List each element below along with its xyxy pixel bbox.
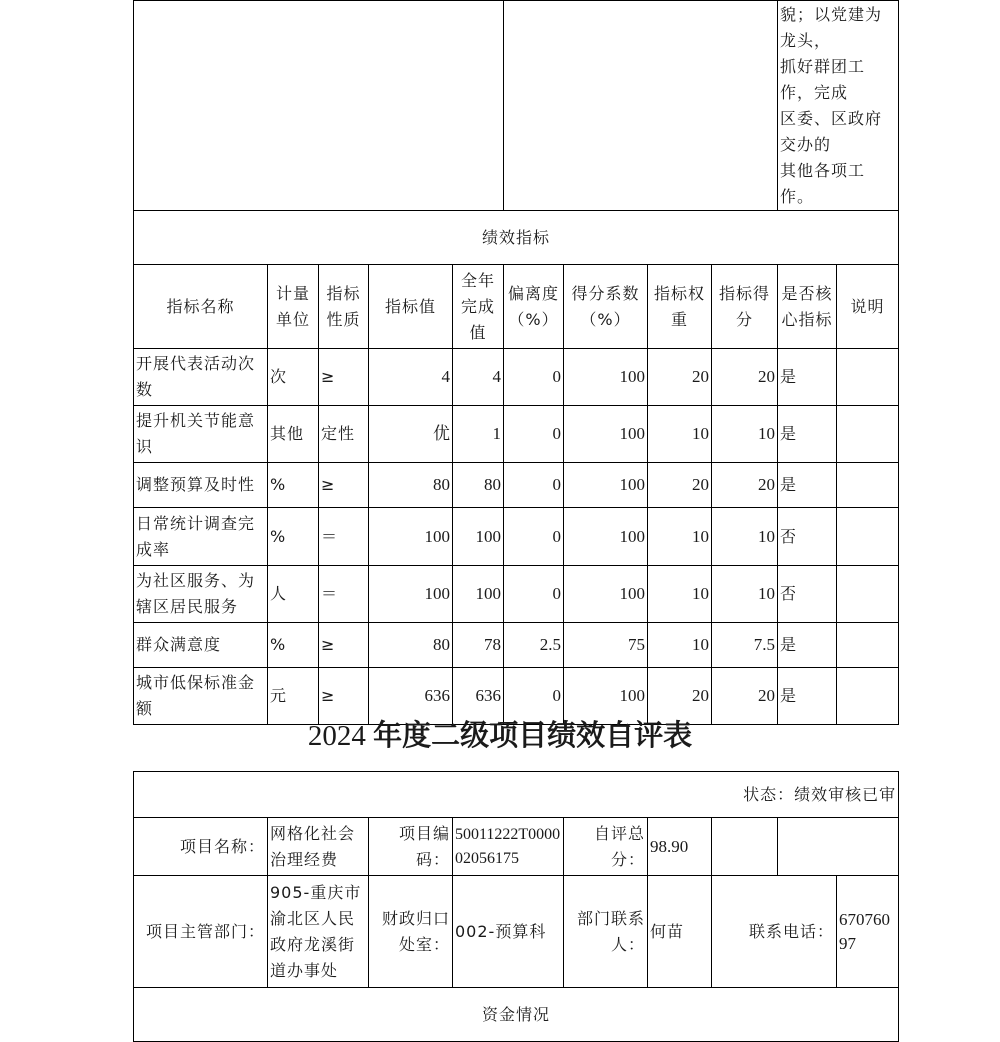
cell-note: [837, 463, 899, 508]
cell-note: [837, 349, 899, 406]
cell-core: 是: [778, 623, 837, 668]
cell-unit: 元: [268, 668, 319, 725]
header-row: [134, 265, 899, 349]
phone-label: 联系电话：: [712, 876, 837, 988]
cell-core: 是: [778, 349, 837, 406]
blank-cell: [778, 818, 899, 876]
form-title: [0, 716, 1000, 756]
finance-value: 002-预算科: [453, 876, 564, 988]
cell-core: 否: [778, 566, 837, 623]
cell-actual: 80: [453, 463, 504, 508]
cell-coef: 100: [564, 463, 648, 508]
cell-name: 日常统计调查完成率: [134, 508, 268, 566]
cell-target: 636: [369, 668, 453, 725]
cell-core: 是: [778, 406, 837, 463]
cell-weight: 20: [648, 668, 712, 725]
cell-score: 20: [712, 668, 778, 725]
cell-name: 城市低保标准金额: [134, 668, 268, 725]
cell-core: 否: [778, 508, 837, 566]
cell-nature: ≥: [319, 668, 369, 725]
cell-coef: 100: [564, 508, 648, 566]
note-line: 貌；以党建为龙头，: [780, 5, 883, 50]
header-cell: 指标权重: [648, 265, 712, 349]
blank-cell: [134, 1, 504, 211]
cell-deviation: 0: [504, 668, 564, 725]
cell-nature: ≥: [319, 623, 369, 668]
cell-actual: 636: [453, 668, 504, 725]
cell-nature: ＝: [319, 508, 369, 566]
cell-actual: 100: [453, 566, 504, 623]
dept-label: 项目主管部门：: [134, 876, 268, 988]
cell-actual: 78: [453, 623, 504, 668]
cell-weight: 10: [648, 566, 712, 623]
form-title-text: 年度二级项目绩效自评表: [373, 720, 693, 752]
funds-section-title: 资金情况: [134, 988, 899, 1042]
cell-deviation: 0: [504, 349, 564, 406]
self-score-value: 98.90: [648, 818, 712, 876]
cell-unit: 次: [268, 349, 319, 406]
cell-actual: 1: [453, 406, 504, 463]
cell-deviation: 0: [504, 566, 564, 623]
table-row: [134, 463, 899, 508]
header-cell: 指标性质: [319, 265, 369, 349]
cell-name: 群众满意度: [134, 623, 268, 668]
section-title: 绩效指标: [134, 211, 899, 265]
cell-coef: 75: [564, 623, 648, 668]
cell-unit: %: [268, 508, 319, 566]
table-row: [134, 349, 899, 406]
cell-score: 20: [712, 463, 778, 508]
note-line: 区委、区政府交办的: [780, 109, 883, 154]
cell-name: 提升机关节能意识: [134, 406, 268, 463]
cell-coef: 100: [564, 566, 648, 623]
dept-value: 905-重庆市渝北区人民政府龙溪街道办事处: [268, 876, 369, 988]
cell-note: [837, 623, 899, 668]
cell-weight: 20: [648, 349, 712, 406]
table-row: [134, 623, 899, 668]
phone-value: 67076097: [837, 876, 899, 988]
cell-coef: 100: [564, 406, 648, 463]
cell-target: 80: [369, 463, 453, 508]
cell-weight: 10: [648, 508, 712, 566]
cell-core: 是: [778, 463, 837, 508]
project-name-label: 项目名称：: [134, 818, 268, 876]
cell-weight: 20: [648, 463, 712, 508]
cell-note: [837, 508, 899, 566]
cell-score: 7.5: [712, 623, 778, 668]
cell-coef: 100: [564, 668, 648, 725]
contact-label: 部门联系人：: [564, 876, 648, 988]
cell-deviation: 0: [504, 406, 564, 463]
cell-score: 10: [712, 406, 778, 463]
cell-actual: 4: [453, 349, 504, 406]
cell-coef: 100: [564, 349, 648, 406]
cell-deviation: 0: [504, 508, 564, 566]
cell-actual: 100: [453, 508, 504, 566]
cell-unit: 其他: [268, 406, 319, 463]
note-line: 其他各项工作。: [780, 161, 866, 206]
header-cell: 偏离度（%）: [504, 265, 564, 349]
cell-score: 20: [712, 349, 778, 406]
cell-unit: %: [268, 463, 319, 508]
table-row: [134, 406, 899, 463]
header-cell: 计量单位: [268, 265, 319, 349]
cell-note: [837, 566, 899, 623]
cell-target: 优: [369, 406, 453, 463]
cell-note: [837, 406, 899, 463]
cell-core: 是: [778, 668, 837, 725]
cell-target: 4: [369, 349, 453, 406]
cell-nature: 定性: [319, 406, 369, 463]
cell-unit: 人: [268, 566, 319, 623]
note-cell: [778, 1, 899, 211]
blank-cell: [712, 818, 778, 876]
header-cell: 得分系数（%）: [564, 265, 648, 349]
cell-weight: 10: [648, 406, 712, 463]
blank-cell: [504, 1, 778, 211]
note-line: 抓好群团工作，完成: [780, 57, 866, 102]
project-name-value: 网格化社会治理经费: [268, 818, 369, 876]
cell-weight: 10: [648, 623, 712, 668]
cell-unit: %: [268, 623, 319, 668]
header-cell: 指标值: [369, 265, 453, 349]
finance-label: 财政归口处室：: [369, 876, 453, 988]
cell-deviation: 2.5: [504, 623, 564, 668]
cell-score: 10: [712, 566, 778, 623]
header-cell: 指标名称: [134, 265, 268, 349]
cell-target: 100: [369, 508, 453, 566]
cell-nature: ≥: [319, 349, 369, 406]
self-score-label: 自评总分：: [564, 818, 648, 876]
cell-name: 开展代表活动次数: [134, 349, 268, 406]
status-badge: 状态：绩效审核已审: [134, 772, 899, 818]
contact-value: 何苗: [648, 876, 712, 988]
cell-target: 100: [369, 566, 453, 623]
header-cell: 全年完成值: [453, 265, 504, 349]
header-cell: 是否核心指标: [778, 265, 837, 349]
performance-indicator-table: [133, 0, 899, 725]
form-title-year: 2024: [307, 720, 366, 752]
table-row: [134, 508, 899, 566]
cell-score: 10: [712, 508, 778, 566]
project-code-value: 50011222T000002056175: [453, 818, 564, 876]
cell-target: 80: [369, 623, 453, 668]
cell-nature: ≥: [319, 463, 369, 508]
note-row: [134, 1, 899, 211]
cell-deviation: 0: [504, 463, 564, 508]
cell-name: 调整预算及时性: [134, 463, 268, 508]
cell-name: 为社区服务、为辖区居民服务: [134, 566, 268, 623]
project-code-label: 项目编码：: [369, 818, 453, 876]
table-row: [134, 566, 899, 623]
header-cell: 指标得分: [712, 265, 778, 349]
header-cell: 说明: [837, 265, 899, 349]
project-info-table: [133, 771, 899, 1042]
cell-nature: ＝: [319, 566, 369, 623]
